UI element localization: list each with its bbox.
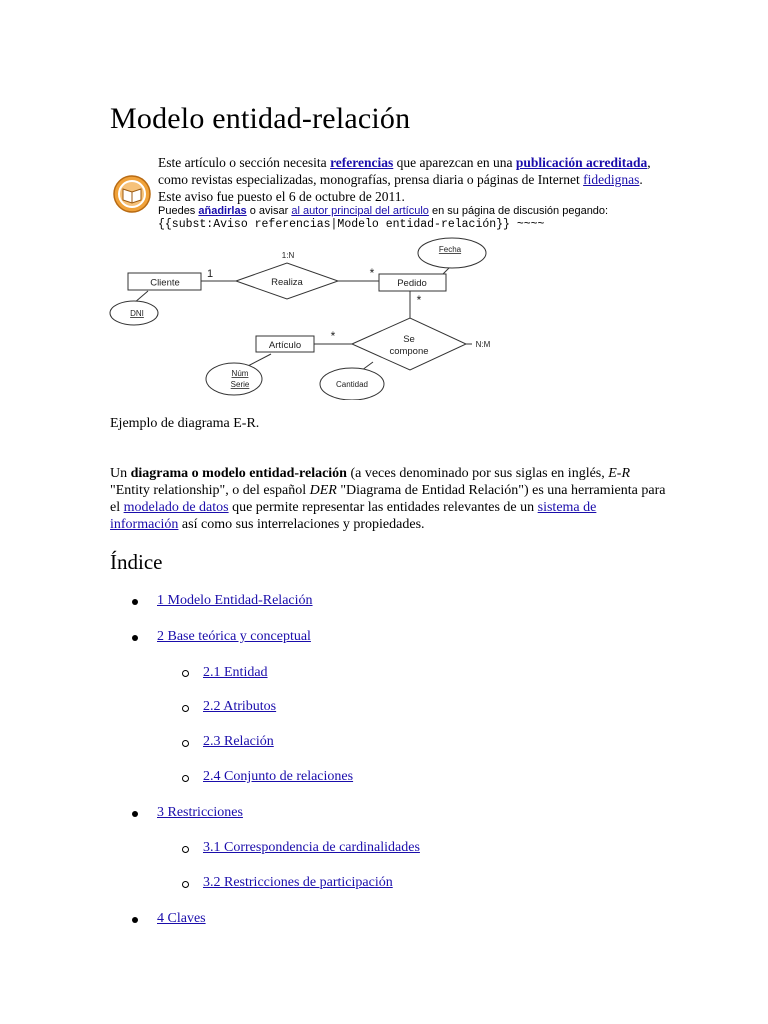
link-referencias[interactable]: referencias — [330, 155, 394, 170]
label-cantidad: Cantidad — [335, 380, 369, 389]
multiplicity-star-secompone: * — [416, 293, 422, 307]
toc-item-2[interactable]: 2 Base teórica y conceptual — [157, 629, 311, 644]
circle-bullet-icon — [182, 881, 189, 888]
bullet-icon — [132, 917, 138, 923]
label-pedido: Pedido — [397, 278, 427, 289]
toc-heading: Índice — [110, 550, 163, 574]
circle-bullet-icon — [182, 705, 189, 712]
line-articulo-numserie — [246, 354, 271, 367]
notice-text: Este artículo o sección necesita referencias que aparezcan en una publicación acreditada, como revistas especializadas, monografías, prensa diaria o páginas de Internet fidedignas. Este aviso fue puesto el 6 de octubre de 2011. — [158, 155, 651, 204]
circle-bullet-icon — [182, 846, 189, 853]
toc-item-4[interactable]: 4 Claves — [157, 911, 206, 926]
multiplicity-star-pedido: * — [369, 266, 375, 280]
label-dni: DNI — [130, 309, 144, 318]
bullet-icon — [132, 811, 138, 817]
circle-bullet-icon — [182, 740, 189, 747]
toc-item-2-3[interactable]: 2.3 Relación — [203, 734, 274, 749]
toc-item-2-1[interactable]: 2.1 Entidad — [203, 665, 268, 680]
toc-item-3[interactable]: 3 Restricciones — [157, 805, 243, 820]
multiplicity-1: 1 — [206, 268, 214, 280]
toc-item-2-4[interactable]: 2.4 Conjunto de relaciones — [203, 769, 354, 784]
link-fidedignas[interactable]: fidedignas — [583, 172, 640, 187]
bullet-icon — [132, 599, 138, 605]
label-se: Se — [403, 334, 415, 345]
attribute-numserie — [206, 363, 262, 395]
label-articulo: Artículo — [268, 340, 302, 351]
label-num: Núm — [231, 369, 249, 378]
circle-bullet-icon — [182, 775, 189, 782]
toc-item-1[interactable]: 1 Modelo Entidad-Relación — [157, 593, 313, 608]
book-icon — [112, 174, 152, 214]
label-serie: Serie — [230, 380, 250, 389]
references-notice — [110, 154, 670, 236]
bullet-icon — [132, 635, 138, 641]
notice-template-code: {{subst:Aviso referencias|Modelo entidad-relación}} ~~~~ — [158, 218, 545, 231]
intro-paragraph: Un diagrama o modelo entidad-relación (a veces denominado por sus siglas en inglés, E-R "Entity relationship", o del español DER "Diagrama de Entidad Relación") es una herramienta para el modelado de datos que permite representar las entidades relevantes de un sistema de información así como sus interrelaciones y propiedades. — [110, 466, 666, 532]
link-publicacion-acreditada[interactable]: publicación acreditada — [515, 155, 648, 170]
label-compone: compone — [389, 346, 429, 357]
multiplicity-star-articulo: * — [330, 329, 336, 343]
notice-instructions: Puedes añadirlas o avisar al autor principal del artículo en su página de discusión pegando: — [158, 205, 609, 217]
er-diagram — [108, 236, 508, 400]
cardinality-1n: 1:N — [281, 251, 295, 260]
link-modelado-de-datos[interactable]: modelado de datos — [123, 500, 229, 515]
label-realiza: Realiza — [271, 277, 303, 288]
diagram-caption: Ejemplo de diagrama E-R. — [110, 416, 260, 431]
circle-bullet-icon — [182, 670, 189, 677]
toc-item-3-2[interactable]: 3.2 Restricciones de participación — [203, 875, 393, 890]
label-fecha: Fecha — [438, 245, 462, 254]
cardinality-nm: N:M — [475, 340, 491, 349]
toc-item-3-1[interactable]: 3.1 Correspondencia de cardinalidades — [203, 840, 420, 855]
label-cliente: Cliente — [150, 277, 180, 289]
page-title: Modelo entidad-relación — [110, 102, 411, 135]
link-autor-principal[interactable]: al autor principal del artículo — [291, 205, 429, 217]
toc-item-2-2[interactable]: 2.2 Atributos — [203, 699, 277, 714]
link-sistema-de-informacion[interactable]: sistema de información — [110, 500, 597, 532]
link-anadirlas[interactable]: añadirlas — [198, 205, 247, 217]
